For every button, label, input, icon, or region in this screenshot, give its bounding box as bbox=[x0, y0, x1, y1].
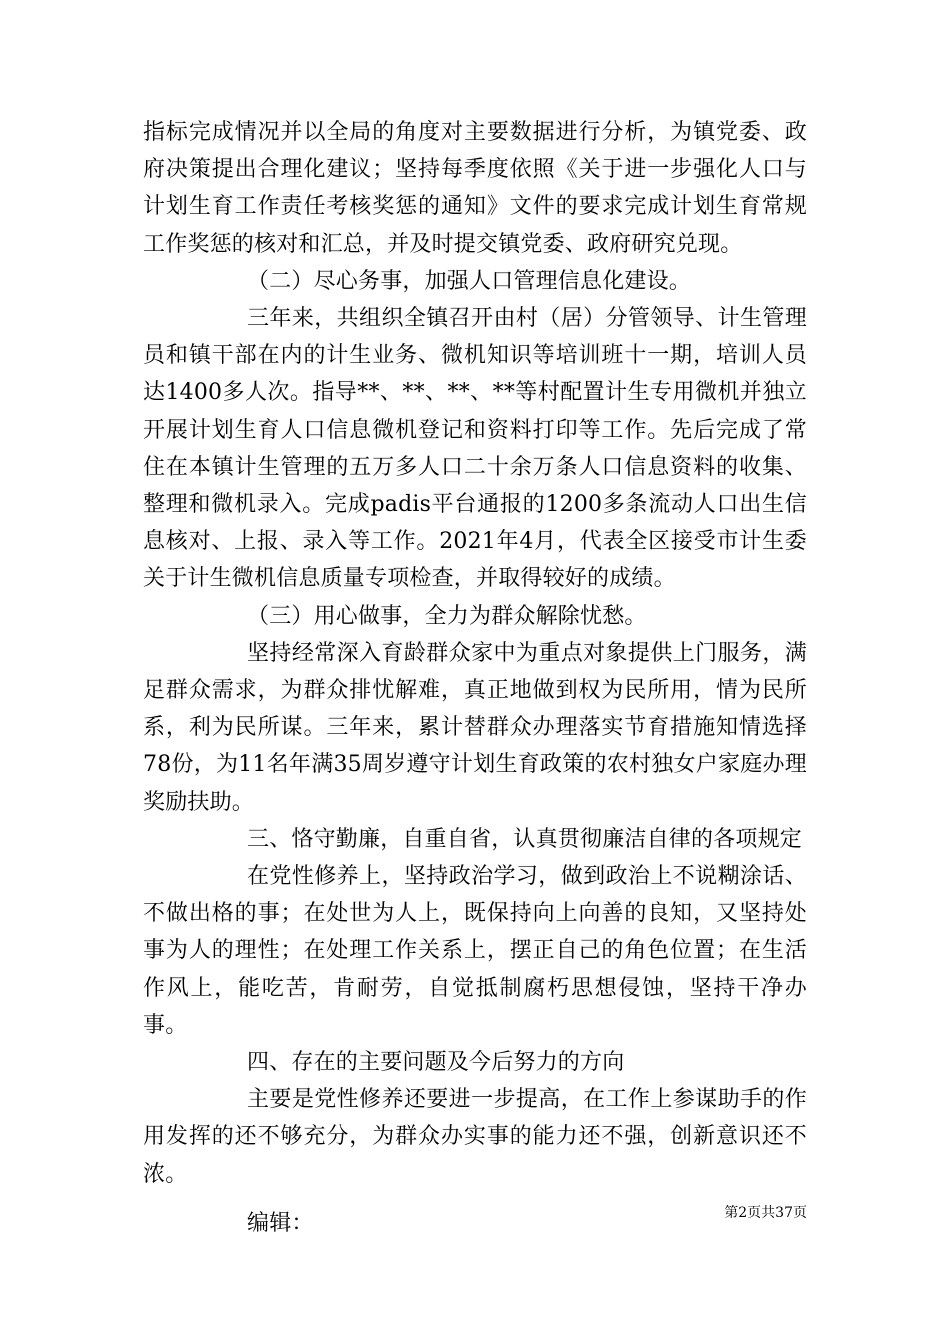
section-heading-2: （二）尽心务事，加强人口管理信息化建设。 bbox=[247, 268, 692, 294]
section-heading-problems: 四、存在的主要问题及今后努力的方向 bbox=[247, 1050, 625, 1076]
section-heading-integrity: 三、恪守勤廉，自重自省，认真贯彻廉洁自律的各项规定 bbox=[247, 826, 803, 852]
paragraph-continuation: 指标完成情况并以全局的角度对主要数据进行分析，为镇党委、政府决策提出合理化建议；坚持每季度依照《关于进一步强化人口与计划生育工作责任考核奖惩的通知》文件的要求完成计划生育常规工作奖惩的核对和汇总，并及时提交镇党委、政府研究兑现。 bbox=[143, 120, 807, 257]
page-number: 第2页共37页 bbox=[724, 1205, 807, 1221]
section-heading-3: （三）用心做事，全力为群众解除忧愁。 bbox=[247, 603, 647, 629]
document-body bbox=[143, 114, 807, 1242]
paragraph-integrity: 在党性修养上，坚持政治学习，做到政治上不说糊涂话、不做出格的事；在处世为人上，既保持向上向善的良知，又坚持处事为人的理性；在处理工作关系上，摆正自己的角色位置；在生活作风上，能吃苦，肯耐劳，自觉抵制腐朽思想侵蚀，坚持干净办事。 bbox=[143, 864, 807, 1038]
paragraph-service: 坚持经常深入育龄群众家中为重点对象提供上门服务，满足群众需求，为群众排忧解难，真正地做到权为民所用，情为民所系，利为民所谋。三年来，累计替群众办理落实节育措施知情选择78份，为11名年满35周岁遵守计划生育政策的农村独女户家庭办理奖励扶助。 bbox=[143, 640, 807, 815]
editor-label: 编辑： bbox=[247, 1210, 314, 1236]
paragraph-problems: 主要是党性修养还要进一步提高，在工作上参谋助手的作用发挥的还不够充分，为群众办实事的能力还不强，创新意识还不浓。 bbox=[143, 1087, 807, 1187]
paragraph-info-construction: 三年来，共组织全镇召开由村（居）分管领导、计生管理员和镇干部在内的计生业务、微机知识等培训班十一期，培训人员达1400多人次。指导**、**、**、**等村配置计生专用微机并独立开展计划生育人口信息微机登记和资料打印等工作。先后完成了常住在本镇计生管理的五万多人口二十余万条人口信息资料的收集、整理和微机录入。完成padis平台通报的1200多条流动人口出生信息核对、上报、录入等工作。2021年4月，代表全区接受市计生委关于计生微机信息质量专项检查，并取得较好的成绩。 bbox=[143, 306, 807, 592]
